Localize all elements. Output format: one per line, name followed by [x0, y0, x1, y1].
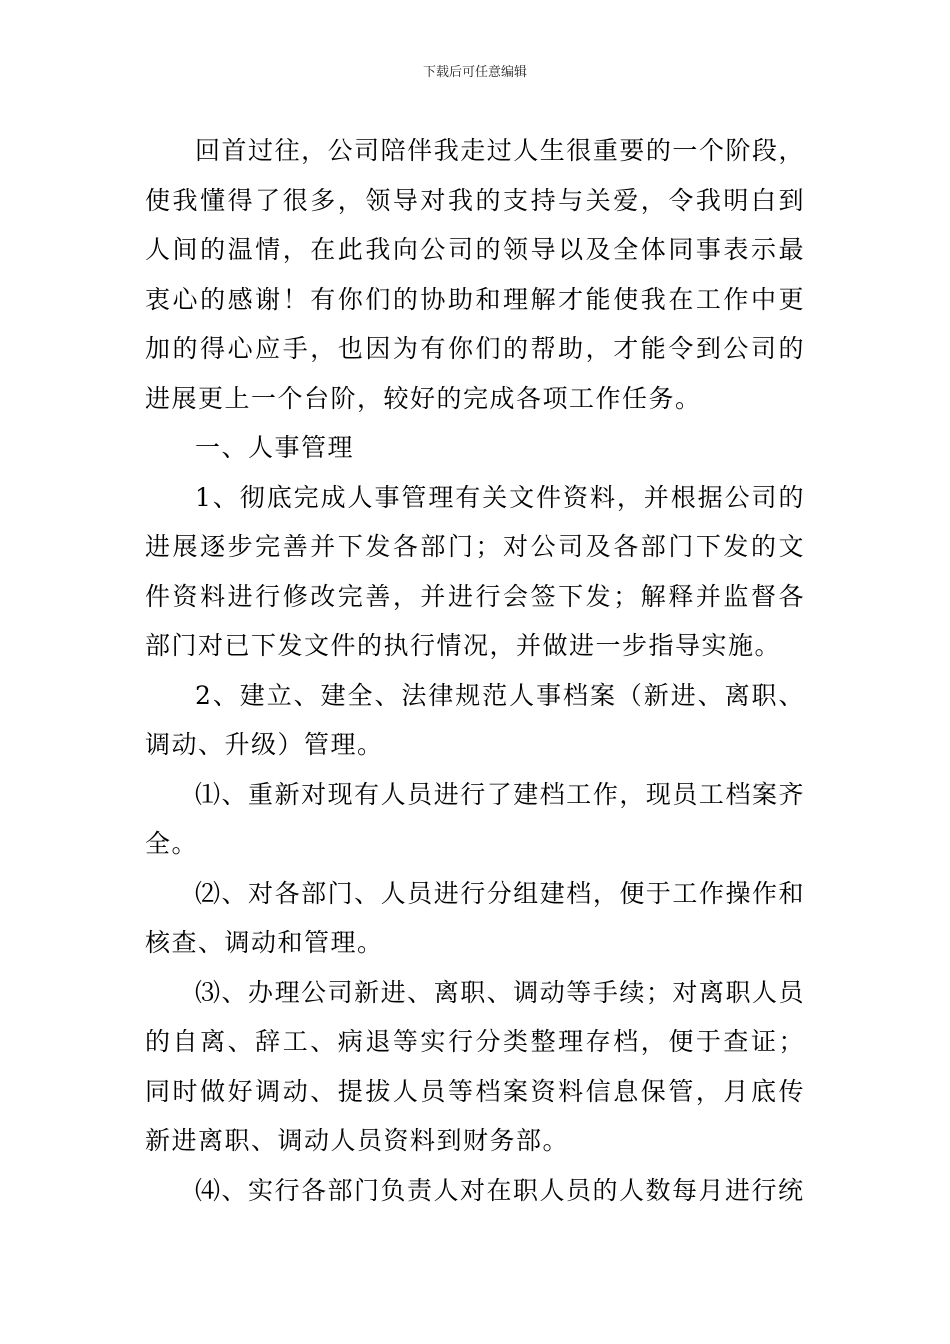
section-heading-personnel: 一、人事管理: [195, 433, 355, 462]
page-header: 下载后可任意编辑: [422, 65, 527, 80]
paragraph-item-1: 1、彻底完成人事管理有关文件资料，并根据公司的进展逐步完善并下发各部门；对公司及各部门下发的文件资料进行修改完善，并进行会签下发；解释并监督各部门对已下发文件的执行情况，并做进一步指导实施。: [145, 482, 805, 660]
paragraph-subitem-4: ⑷、实行各部门负责人对在职人员的人数每月进行统: [195, 1175, 805, 1205]
paragraph-subitem-2: ⑵、对各部门、人员进行分组建档，便于工作操作和核查、调动和管理。: [145, 878, 805, 957]
paragraph-intro: 回首过往，公司陪伴我走过人生很重要的一个阶段，使我懂得了很多，领导对我的支持与关爱，令我明白到人间的温情，在此我向公司的领导以及全体同事表示最衷心的感谢！有你们的协助和理解才能使我在工作中更加的得心应手，也因为有你们的帮助，才能令到公司的进展更上一个台阶，较好的完成各项工作任务。: [145, 136, 805, 413]
paragraph-subitem-3: ⑶、办理公司新进、离职、调动等手续；对离职人员的自离、辞工、病退等实行分类整理存档，便于查证；同时做好调动、提拔人员等档案资料信息保管，月底传新进离职、调动人员资料到财务部。: [145, 977, 805, 1155]
paragraph-subitem-1: ⑴、重新对现有人员进行了建档工作，现员工档案齐全。: [145, 779, 805, 858]
document-body: [145, 126, 805, 1215]
paragraph-item-2: 2、建立、建全、法律规范人事档案（新进、离职、调动、升级）管理。: [145, 680, 805, 759]
